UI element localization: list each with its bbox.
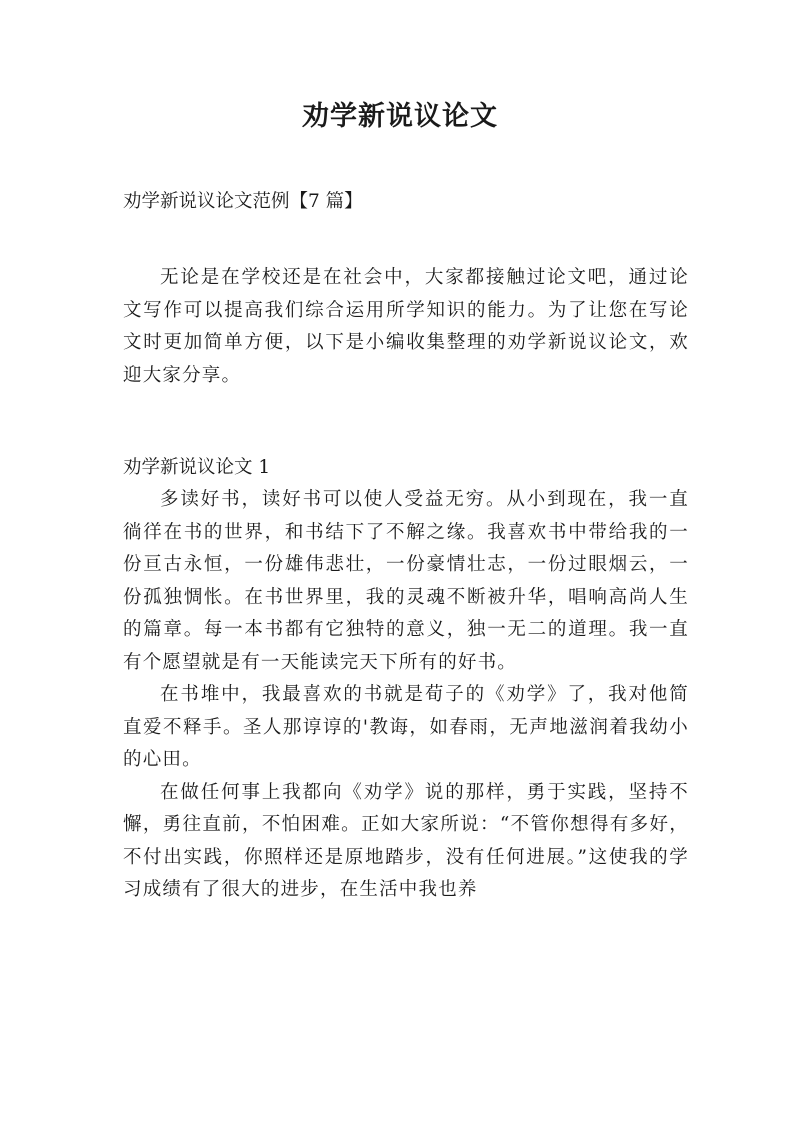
body-paragraph: 多读好书，读好书可以使人受益无穷。从小到现在，我一直徜徉在书的世界，和书结下了不解之缘。我喜欢书中带给我的一份亘古永恒，一份雄伟悲壮，一份豪情壮志，一份过眼烟云，一份孤独惆怅。在书世界里，我的灵魂不断被升华，唱响高尚人生的篇章。每一本书都有它独特的意义，独一无二的道理。我一直有个愿望就是有一天能读完天下所有的好书。 (123, 489, 689, 673)
document-subtitle: 劝学新说议论文范例【7 篇】 (123, 191, 363, 212)
document-title: 劝学新说议论文 (302, 101, 498, 132)
body-paragraph: 在书堆中，我最喜欢的书就是荀子的《劝学》了，我对他简直爱不释手。圣人那谆谆的'教诲，如春雨，无声地滋润着我幼小的心田。 (123, 684, 689, 770)
essay-body (123, 484, 689, 907)
section-heading: 劝学新说议论文 1 (123, 457, 271, 478)
body-paragraph: 在做任何事上我都向《劝学》说的那样，勇于实践，坚持不懈，勇往直前，不怕困难。正如大家所说：“不管你想得有多好，不付出实践，你照样还是原地踏步，没有任何进展。”这使我的学习成绩有了很大的进步，在生活中我也养 (123, 781, 689, 900)
intro-paragraph: 无论是在学校还是在社会中，大家都接触过论文吧，通过论文写作可以提高我们综合运用所学知识的能力。为了让您在写论文时更加简单方便，以下是小编收集整理的劝学新说议论文，欢迎大家分享。 (123, 267, 689, 386)
